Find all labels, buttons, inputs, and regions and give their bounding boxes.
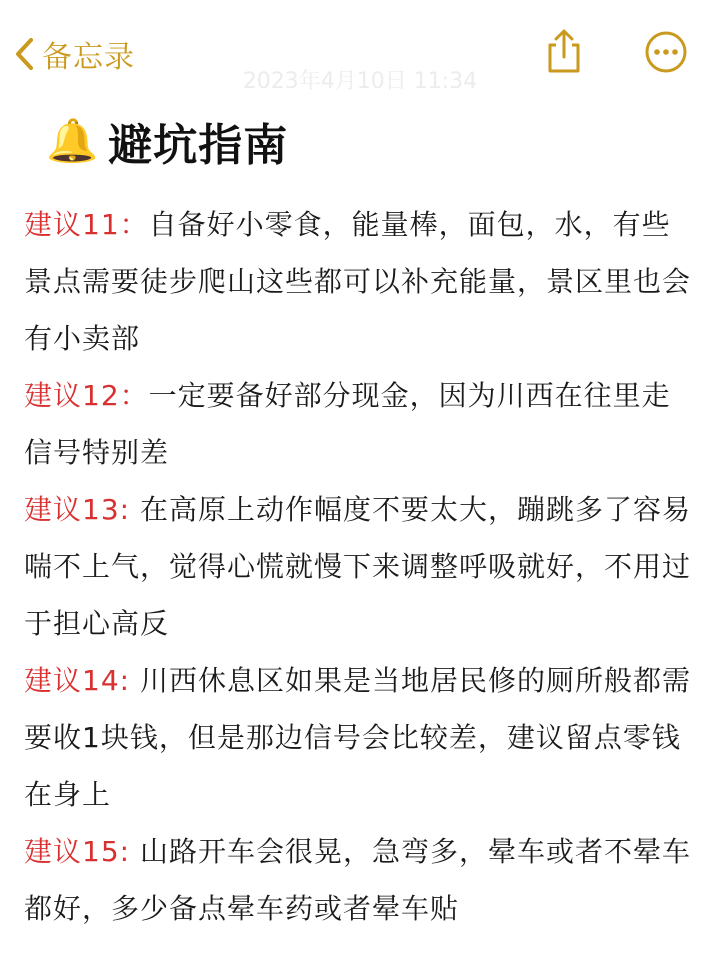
tip-item [24,481,698,652]
tip-text: 在高原上动作幅度不要太大，蹦跳多了容易喘不上气，觉得心慌就慢下来调整呼吸就好，不用过于担心高反 [24,493,692,640]
navigation-bar [0,0,720,110]
tip-item [24,652,698,823]
bell-icon: 🔔 [46,116,99,165]
tip-label: 建议14: [24,664,140,697]
back-label: 备忘录 [42,40,135,75]
tip-item [24,823,698,937]
tip-label: 建议12： [24,379,149,412]
tip-label: 建议15: [24,835,140,868]
tip-text: 山路开车会很晃，急弯多，晕车或者不晕车都好，多少备点晕车药或者晕车贴 [24,835,691,925]
tip-label: 建议13: [24,493,140,526]
tip-text: 一定要备好部分现金，因为川西在往里走信号特别差 [24,379,671,469]
note-title-text: 避坑指南 [108,120,289,171]
note-body[interactable] [24,196,698,937]
note-title [46,108,288,174]
tip-text: 川西休息区如果是当地居民修的厕所般都需要收1块钱，但是那边信号会比较差，建议留点零钱在身上 [24,664,691,811]
tip-label: 建议11： [24,208,149,241]
tip-item [24,196,698,367]
tip-item [24,367,698,481]
note-timestamp: 2023年4月10日 11:34 [242,69,478,94]
tip-text: 自备好小零食，能量棒，面包，水，有些景点需要徒步爬山这些都可以补充能量，景区里也会有小卖部 [24,208,692,355]
